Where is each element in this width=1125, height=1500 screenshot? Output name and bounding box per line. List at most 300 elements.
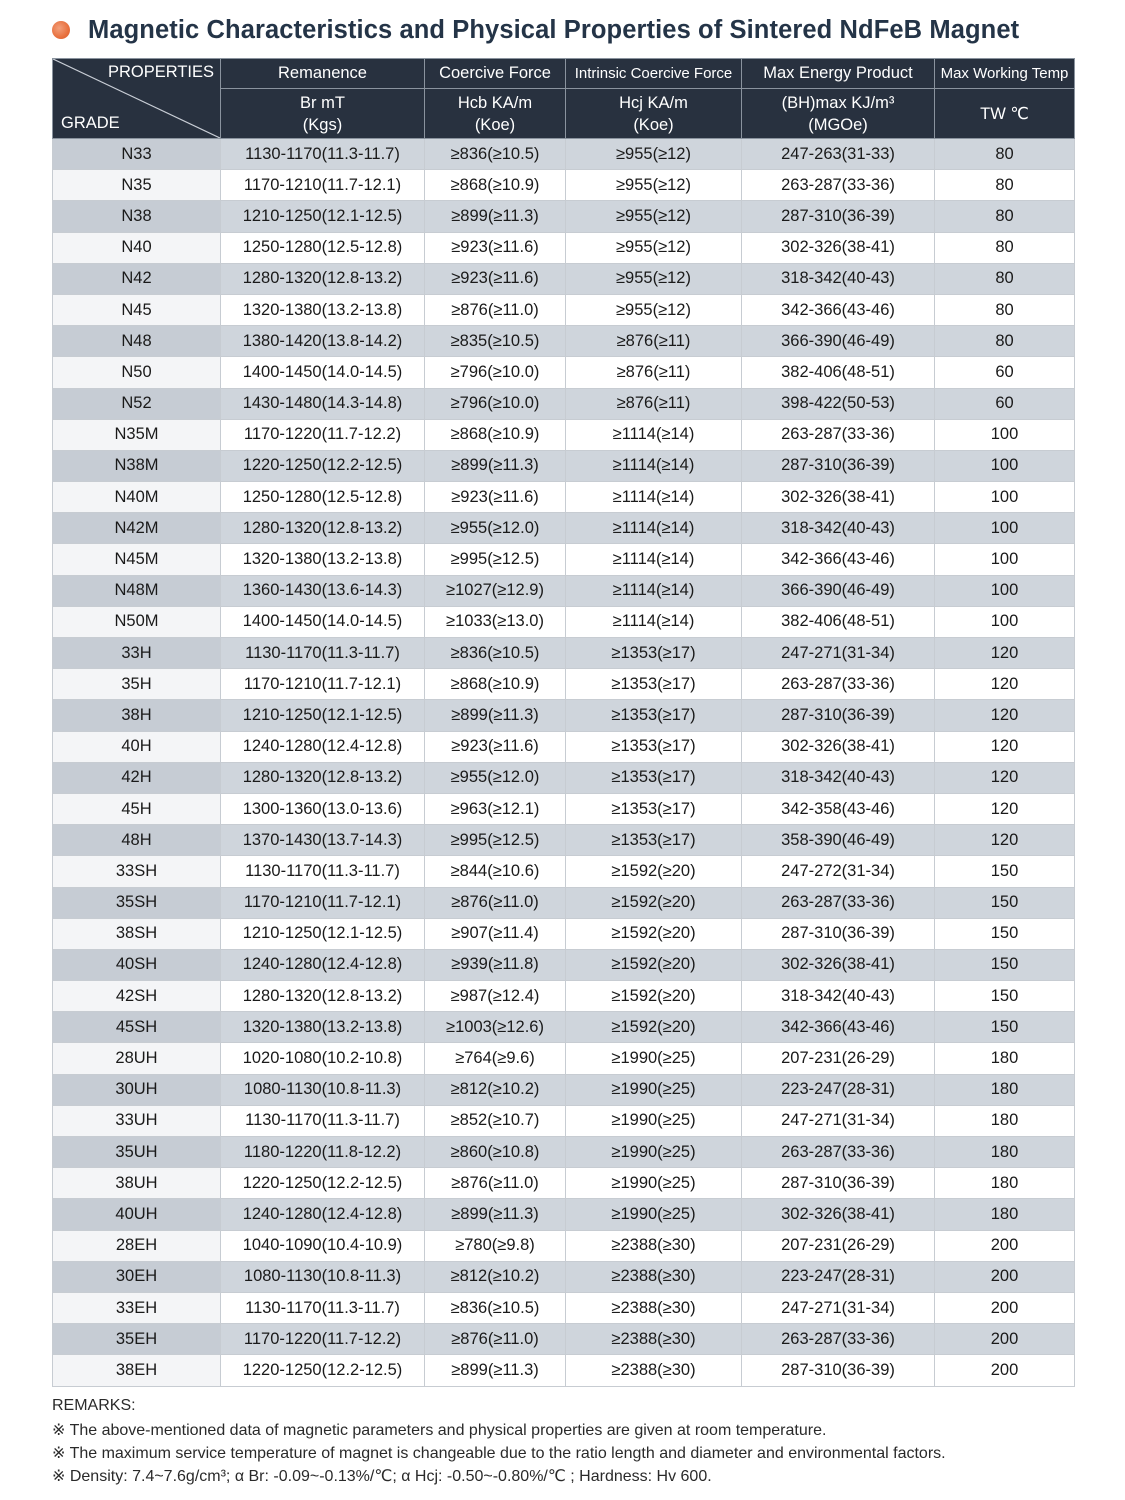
- table-row: [53, 450, 1075, 481]
- table-row: [53, 170, 1075, 201]
- coercive-force-cell: ≥764(≥9.6): [425, 1043, 566, 1074]
- max-energy-product-cell: 287-310(36-39): [742, 1168, 935, 1199]
- max-energy-product-cell: 247-271(31-34): [742, 1105, 935, 1136]
- intrinsic-coercive-force-cell: ≥2388(≥30): [566, 1230, 742, 1261]
- subheader-max-energy-product: [742, 89, 935, 139]
- table-row: [53, 1137, 1075, 1168]
- intrinsic-coercive-force-cell: ≥2388(≥30): [566, 1324, 742, 1355]
- coercive-force-cell: ≥812(≥10.2): [425, 1074, 566, 1105]
- remanence-cell: 1220-1250(12.2-12.5): [221, 450, 425, 481]
- intrinsic-coercive-force-cell: ≥876(≥11): [566, 326, 742, 357]
- coercive-force-cell: ≥1003(≥12.6): [425, 1012, 566, 1043]
- grade-cell: N40M: [53, 482, 221, 513]
- max-energy-product-cell: 302-326(38-41): [742, 731, 935, 762]
- subheader-remanence: [221, 89, 425, 139]
- intrinsic-coercive-force-cell: ≥955(≥12): [566, 232, 742, 263]
- grade-cell: 30EH: [53, 1261, 221, 1292]
- coercive-force-cell: ≥836(≥10.5): [425, 1292, 566, 1323]
- intrinsic-coercive-force-cell: ≥955(≥12): [566, 170, 742, 201]
- grade-cell: 35SH: [53, 887, 221, 918]
- subheader-unit-alt: (Koe): [633, 115, 674, 134]
- table-row: [53, 1043, 1075, 1074]
- table-row: [53, 1230, 1075, 1261]
- max-working-temp-cell: 120: [935, 793, 1075, 824]
- properties-table: [52, 58, 1075, 1387]
- max-energy-product-cell: 247-263(31-33): [742, 139, 935, 170]
- title-row: [52, 8, 1082, 52]
- max-energy-product-cell: 223-247(28-31): [742, 1261, 935, 1292]
- intrinsic-coercive-force-cell: ≥1353(≥17): [566, 700, 742, 731]
- remanence-cell: 1130-1170(11.3-11.7): [221, 1292, 425, 1323]
- subheader-unit-alt: (MGOe): [808, 115, 868, 134]
- max-energy-product-cell: 342-366(43-46): [742, 544, 935, 575]
- header-coercive-force: Coercive Force: [425, 59, 566, 89]
- subheader-unit: Hcj KA/m: [619, 93, 688, 112]
- remarks-heading: REMARKS:: [52, 1397, 136, 1414]
- remanence-cell: 1320-1380(13.2-13.8): [221, 1012, 425, 1043]
- table-row: [53, 856, 1075, 887]
- table-row: [53, 731, 1075, 762]
- table-body: [53, 139, 1075, 1387]
- subheader-intrinsic-coercive-force: [566, 89, 742, 139]
- grade-cell: 28EH: [53, 1230, 221, 1261]
- remanence-cell: 1280-1320(12.8-13.2): [221, 513, 425, 544]
- grade-cell: 33EH: [53, 1292, 221, 1323]
- coercive-force-cell: ≥923(≥11.6): [425, 482, 566, 513]
- coercive-force-cell: ≥899(≥11.3): [425, 201, 566, 232]
- intrinsic-coercive-force-cell: ≥1353(≥17): [566, 825, 742, 856]
- grade-cell: N45: [53, 294, 221, 325]
- grade-cell: N38M: [53, 450, 221, 481]
- intrinsic-coercive-force-cell: ≥1990(≥25): [566, 1199, 742, 1230]
- max-energy-product-cell: 247-271(31-34): [742, 1292, 935, 1323]
- grade-cell: 33UH: [53, 1105, 221, 1136]
- remanence-cell: 1430-1480(14.3-14.8): [221, 388, 425, 419]
- intrinsic-coercive-force-cell: ≥1114(≥14): [566, 450, 742, 481]
- remanence-cell: 1360-1430(13.6-14.3): [221, 575, 425, 606]
- max-working-temp-cell: 150: [935, 887, 1075, 918]
- intrinsic-coercive-force-cell: ≥1114(≥14): [566, 575, 742, 606]
- table-row: [53, 326, 1075, 357]
- table-row: [53, 669, 1075, 700]
- coercive-force-cell: ≥987(≥12.4): [425, 981, 566, 1012]
- remanence-cell: 1170-1210(11.7-12.1): [221, 669, 425, 700]
- table-header: [53, 59, 1075, 139]
- intrinsic-coercive-force-cell: ≥955(≥12): [566, 294, 742, 325]
- table-row: [53, 482, 1075, 513]
- remanence-cell: 1080-1130(10.8-11.3): [221, 1074, 425, 1105]
- remarks-section: [52, 1397, 1092, 1489]
- intrinsic-coercive-force-cell: ≥1114(≥14): [566, 544, 742, 575]
- max-working-temp-cell: 150: [935, 856, 1075, 887]
- intrinsic-coercive-force-cell: ≥1114(≥14): [566, 419, 742, 450]
- max-energy-product-cell: 342-358(43-46): [742, 793, 935, 824]
- subheader-max-working-temp: [935, 89, 1075, 139]
- max-working-temp-cell: 100: [935, 544, 1075, 575]
- table-row: [53, 139, 1075, 170]
- max-energy-product-cell: 382-406(48-51): [742, 357, 935, 388]
- grade-cell: N35M: [53, 419, 221, 450]
- max-working-temp-cell: 100: [935, 575, 1075, 606]
- intrinsic-coercive-force-cell: ≥1592(≥20): [566, 887, 742, 918]
- max-working-temp-cell: 120: [935, 638, 1075, 669]
- subheader-coercive-force: [425, 89, 566, 139]
- coercive-force-cell: ≥780(≥9.8): [425, 1230, 566, 1261]
- max-energy-product-cell: 302-326(38-41): [742, 1199, 935, 1230]
- coercive-force-cell: ≥868(≥10.9): [425, 419, 566, 450]
- intrinsic-coercive-force-cell: ≥2388(≥30): [566, 1261, 742, 1292]
- max-energy-product-cell: 207-231(26-29): [742, 1043, 935, 1074]
- max-energy-product-cell: 318-342(40-43): [742, 981, 935, 1012]
- coercive-force-cell: ≥899(≥11.3): [425, 700, 566, 731]
- table-row: [53, 1355, 1075, 1386]
- max-working-temp-cell: 200: [935, 1230, 1075, 1261]
- intrinsic-coercive-force-cell: ≥1592(≥20): [566, 856, 742, 887]
- remanence-cell: 1300-1360(13.0-13.6): [221, 793, 425, 824]
- subheader-unit: Hcb KA/m: [457, 93, 533, 112]
- grade-cell: N38: [53, 201, 221, 232]
- intrinsic-coercive-force-cell: ≥876(≥11): [566, 357, 742, 388]
- intrinsic-coercive-force-cell: ≥2388(≥30): [566, 1292, 742, 1323]
- intrinsic-coercive-force-cell: ≥2388(≥30): [566, 1355, 742, 1386]
- remanence-cell: 1280-1320(12.8-13.2): [221, 263, 425, 294]
- table-row: [53, 513, 1075, 544]
- bullet-circle-icon: [52, 21, 70, 39]
- coercive-force-cell: ≥939(≥11.8): [425, 949, 566, 980]
- intrinsic-coercive-force-cell: ≥955(≥12): [566, 263, 742, 294]
- grade-label: GRADE: [61, 114, 120, 132]
- table-row: [53, 825, 1075, 856]
- coercive-force-cell: ≥836(≥10.5): [425, 638, 566, 669]
- grade-cell: 35H: [53, 669, 221, 700]
- remanence-cell: 1240-1280(12.4-12.8): [221, 731, 425, 762]
- intrinsic-coercive-force-cell: ≥1990(≥25): [566, 1137, 742, 1168]
- grade-cell: N45M: [53, 544, 221, 575]
- grade-cell: 40SH: [53, 949, 221, 980]
- intrinsic-coercive-force-cell: ≥1114(≥14): [566, 482, 742, 513]
- max-working-temp-cell: 120: [935, 700, 1075, 731]
- subheader-unit-alt: (Kgs): [302, 115, 343, 134]
- grade-cell: 45H: [53, 793, 221, 824]
- max-working-temp-cell: 100: [935, 419, 1075, 450]
- max-energy-product-cell: 318-342(40-43): [742, 513, 935, 544]
- coercive-force-cell: ≥836(≥10.5): [425, 139, 566, 170]
- max-energy-product-cell: 318-342(40-43): [742, 263, 935, 294]
- subheader-unit-alt: (Koe): [474, 115, 516, 134]
- remanence-cell: 1280-1320(12.8-13.2): [221, 981, 425, 1012]
- intrinsic-coercive-force-cell: ≥1353(≥17): [566, 731, 742, 762]
- coercive-force-cell: ≥995(≥12.5): [425, 544, 566, 575]
- intrinsic-coercive-force-cell: ≥1353(≥17): [566, 793, 742, 824]
- max-energy-product-cell: 302-326(38-41): [742, 232, 935, 263]
- table-row: [53, 232, 1075, 263]
- max-energy-product-cell: 263-287(33-36): [742, 669, 935, 700]
- grade-cell: N50M: [53, 606, 221, 637]
- coercive-force-cell: ≥955(≥12.0): [425, 762, 566, 793]
- max-energy-product-cell: 287-310(36-39): [742, 918, 935, 949]
- max-working-temp-cell: 80: [935, 294, 1075, 325]
- max-energy-product-cell: 247-271(31-34): [742, 638, 935, 669]
- remanence-cell: 1220-1250(12.2-12.5): [221, 1168, 425, 1199]
- grade-cell: 45SH: [53, 1012, 221, 1043]
- table-row: [53, 700, 1075, 731]
- intrinsic-coercive-force-cell: ≥1114(≥14): [566, 606, 742, 637]
- grade-cell: 38UH: [53, 1168, 221, 1199]
- remanence-cell: 1130-1170(11.3-11.7): [221, 638, 425, 669]
- table-row: [53, 1168, 1075, 1199]
- remanence-cell: 1250-1280(12.5-12.8): [221, 482, 425, 513]
- subheader-unit: Br mT: [300, 93, 345, 112]
- table-row: [53, 1199, 1075, 1230]
- remanence-cell: 1280-1320(12.8-13.2): [221, 762, 425, 793]
- intrinsic-coercive-force-cell: ≥1592(≥20): [566, 918, 742, 949]
- max-working-temp-cell: 180: [935, 1074, 1075, 1105]
- grade-cell: 38EH: [53, 1355, 221, 1386]
- table-row: [53, 575, 1075, 606]
- coercive-force-cell: ≥923(≥11.6): [425, 731, 566, 762]
- grade-cell: 40H: [53, 731, 221, 762]
- table-row: [53, 544, 1075, 575]
- remanence-cell: 1320-1380(13.2-13.8): [221, 294, 425, 325]
- max-working-temp-cell: 200: [935, 1261, 1075, 1292]
- table-row: [53, 201, 1075, 232]
- coercive-force-cell: ≥899(≥11.3): [425, 450, 566, 481]
- table-row: [53, 793, 1075, 824]
- max-working-temp-cell: 100: [935, 606, 1075, 637]
- max-working-temp-cell: 120: [935, 825, 1075, 856]
- remanence-cell: 1210-1250(12.1-12.5): [221, 700, 425, 731]
- max-energy-product-cell: 287-310(36-39): [742, 700, 935, 731]
- max-working-temp-cell: 80: [935, 139, 1075, 170]
- table-row: [53, 1324, 1075, 1355]
- grade-cell: N35: [53, 170, 221, 201]
- intrinsic-coercive-force-cell: ≥1353(≥17): [566, 669, 742, 700]
- grade-cell: N40: [53, 232, 221, 263]
- max-working-temp-cell: 100: [935, 482, 1075, 513]
- remanence-cell: 1210-1250(12.1-12.5): [221, 918, 425, 949]
- max-working-temp-cell: 150: [935, 1012, 1075, 1043]
- max-working-temp-cell: 120: [935, 669, 1075, 700]
- max-energy-product-cell: 287-310(36-39): [742, 201, 935, 232]
- max-working-temp-cell: 200: [935, 1292, 1075, 1323]
- table-row: [53, 638, 1075, 669]
- remanence-cell: 1130-1170(11.3-11.7): [221, 1105, 425, 1136]
- properties-label: PROPERTIES: [107, 63, 214, 81]
- table-row: [53, 263, 1075, 294]
- coercive-force-cell: ≥899(≥11.3): [425, 1355, 566, 1386]
- max-working-temp-cell: 150: [935, 918, 1075, 949]
- max-working-temp-cell: 200: [935, 1355, 1075, 1386]
- grade-cell: 33SH: [53, 856, 221, 887]
- table-row: [53, 606, 1075, 637]
- grade-cell: 40UH: [53, 1199, 221, 1230]
- max-working-temp-cell: 120: [935, 762, 1075, 793]
- remanence-cell: 1250-1280(12.5-12.8): [221, 232, 425, 263]
- max-energy-product-cell: 263-287(33-36): [742, 419, 935, 450]
- corner-header-cell: [53, 59, 221, 139]
- remanence-cell: 1130-1170(11.3-11.7): [221, 139, 425, 170]
- intrinsic-coercive-force-cell: ≥1990(≥25): [566, 1105, 742, 1136]
- table-row: [53, 949, 1075, 980]
- coercive-force-cell: ≥1033(≥13.0): [425, 606, 566, 637]
- grade-cell: 48H: [53, 825, 221, 856]
- grade-cell: N42M: [53, 513, 221, 544]
- table-row: [53, 419, 1075, 450]
- coercive-force-cell: ≥995(≥12.5): [425, 825, 566, 856]
- max-energy-product-cell: 247-272(31-34): [742, 856, 935, 887]
- remanence-cell: 1240-1280(12.4-12.8): [221, 949, 425, 980]
- max-working-temp-cell: 180: [935, 1199, 1075, 1230]
- max-working-temp-cell: 180: [935, 1168, 1075, 1199]
- remanence-cell: 1080-1130(10.8-11.3): [221, 1261, 425, 1292]
- coercive-force-cell: ≥796(≥10.0): [425, 388, 566, 419]
- table-row: [53, 1105, 1075, 1136]
- max-energy-product-cell: 207-231(26-29): [742, 1230, 935, 1261]
- intrinsic-coercive-force-cell: ≥955(≥12): [566, 201, 742, 232]
- remanence-cell: 1170-1210(11.7-12.1): [221, 170, 425, 201]
- table-row: [53, 981, 1075, 1012]
- remanence-cell: 1370-1430(13.7-14.3): [221, 825, 425, 856]
- remark-line: ※ Density: 7.4~7.6g/cm³; α Br: -0.09~-0.13%/℃; α Hcj: -0.50~-0.80%/℃ ; Hardness: Hv 600.: [52, 1468, 712, 1485]
- max-energy-product-cell: 302-326(38-41): [742, 482, 935, 513]
- max-energy-product-cell: 263-287(33-36): [742, 887, 935, 918]
- coercive-force-cell: ≥860(≥10.8): [425, 1137, 566, 1168]
- coercive-force-cell: ≥899(≥11.3): [425, 1199, 566, 1230]
- max-working-temp-cell: 100: [935, 513, 1075, 544]
- max-working-temp-cell: 60: [935, 388, 1075, 419]
- remanence-cell: 1400-1450(14.0-14.5): [221, 357, 425, 388]
- max-energy-product-cell: 302-326(38-41): [742, 949, 935, 980]
- max-energy-product-cell: 287-310(36-39): [742, 1355, 935, 1386]
- table-row: [53, 294, 1075, 325]
- max-working-temp-cell: 80: [935, 170, 1075, 201]
- remanence-cell: 1170-1210(11.7-12.1): [221, 887, 425, 918]
- max-energy-product-cell: 287-310(36-39): [742, 450, 935, 481]
- max-energy-product-cell: 342-366(43-46): [742, 294, 935, 325]
- intrinsic-coercive-force-cell: ≥1592(≥20): [566, 981, 742, 1012]
- intrinsic-coercive-force-cell: ≥1990(≥25): [566, 1168, 742, 1199]
- remanence-cell: 1400-1450(14.0-14.5): [221, 606, 425, 637]
- max-working-temp-cell: 80: [935, 201, 1075, 232]
- coercive-force-cell: ≥876(≥11.0): [425, 1168, 566, 1199]
- remanence-cell: 1170-1220(11.7-12.2): [221, 419, 425, 450]
- grade-cell: 35EH: [53, 1324, 221, 1355]
- coercive-force-cell: ≥907(≥11.4): [425, 918, 566, 949]
- table-row: [53, 1261, 1075, 1292]
- table-row: [53, 918, 1075, 949]
- table-row: [53, 388, 1075, 419]
- max-working-temp-cell: 180: [935, 1137, 1075, 1168]
- coercive-force-cell: ≥876(≥11.0): [425, 294, 566, 325]
- grade-cell: 42H: [53, 762, 221, 793]
- max-energy-product-cell: 342-366(43-46): [742, 1012, 935, 1043]
- intrinsic-coercive-force-cell: ≥1592(≥20): [566, 1012, 742, 1043]
- coercive-force-cell: ≥955(≥12.0): [425, 513, 566, 544]
- intrinsic-coercive-force-cell: ≥876(≥11): [566, 388, 742, 419]
- remanence-cell: 1040-1090(10.4-10.9): [221, 1230, 425, 1261]
- remanence-cell: 1180-1220(11.8-12.2): [221, 1137, 425, 1168]
- coercive-force-cell: ≥923(≥11.6): [425, 232, 566, 263]
- grade-cell: N50: [53, 357, 221, 388]
- table-row: [53, 762, 1075, 793]
- coercive-force-cell: ≥852(≥10.7): [425, 1105, 566, 1136]
- max-working-temp-cell: 180: [935, 1105, 1075, 1136]
- grade-cell: 33H: [53, 638, 221, 669]
- max-energy-product-cell: 366-390(46-49): [742, 326, 935, 357]
- grade-cell: N48: [53, 326, 221, 357]
- grade-cell: N52: [53, 388, 221, 419]
- remanence-cell: 1210-1250(12.1-12.5): [221, 201, 425, 232]
- coercive-force-cell: ≥868(≥10.9): [425, 669, 566, 700]
- coercive-force-cell: ≥923(≥11.6): [425, 263, 566, 294]
- max-working-temp-cell: 180: [935, 1043, 1075, 1074]
- coercive-force-cell: ≥835(≥10.5): [425, 326, 566, 357]
- grade-cell: 30UH: [53, 1074, 221, 1105]
- max-working-temp-cell: 80: [935, 326, 1075, 357]
- coercive-force-cell: ≥876(≥11.0): [425, 1324, 566, 1355]
- intrinsic-coercive-force-cell: ≥1353(≥17): [566, 762, 742, 793]
- max-working-temp-cell: 120: [935, 731, 1075, 762]
- table-row: [53, 1012, 1075, 1043]
- max-energy-product-cell: 318-342(40-43): [742, 762, 935, 793]
- remanence-cell: 1220-1250(12.2-12.5): [221, 1355, 425, 1386]
- header-intrinsic-coercive-force: Intrinsic Coercive Force: [566, 59, 742, 89]
- remanence-cell: 1130-1170(11.3-11.7): [221, 856, 425, 887]
- header-max-working-temp: Max Working Temp: [935, 59, 1075, 89]
- max-energy-product-cell: 263-287(33-36): [742, 170, 935, 201]
- max-working-temp-cell: 200: [935, 1324, 1075, 1355]
- intrinsic-coercive-force-cell: ≥1592(≥20): [566, 949, 742, 980]
- table-row: [53, 1074, 1075, 1105]
- table-row: [53, 887, 1075, 918]
- max-energy-product-cell: 382-406(48-51): [742, 606, 935, 637]
- grade-cell: N42: [53, 263, 221, 294]
- max-energy-product-cell: 223-247(28-31): [742, 1074, 935, 1105]
- max-working-temp-cell: 80: [935, 263, 1075, 294]
- page-title: Magnetic Characteristics and Physical Properties of Sintered NdFeB Magnet: [88, 15, 1020, 44]
- coercive-force-cell: ≥844(≥10.6): [425, 856, 566, 887]
- intrinsic-coercive-force-cell: ≥955(≥12): [566, 139, 742, 170]
- max-working-temp-cell: 60: [935, 357, 1075, 388]
- remanence-cell: 1240-1280(12.4-12.8): [221, 1199, 425, 1230]
- header-max-energy-product: Max Energy Product: [742, 59, 935, 89]
- max-energy-product-cell: 398-422(50-53): [742, 388, 935, 419]
- intrinsic-coercive-force-cell: ≥1990(≥25): [566, 1043, 742, 1074]
- max-working-temp-cell: 150: [935, 981, 1075, 1012]
- remanence-cell: 1380-1420(13.8-14.2): [221, 326, 425, 357]
- max-energy-product-cell: 358-390(46-49): [742, 825, 935, 856]
- header-remanence: Remanence: [221, 59, 425, 89]
- grade-cell: N48M: [53, 575, 221, 606]
- grade-cell: 38SH: [53, 918, 221, 949]
- coercive-force-cell: ≥796(≥10.0): [425, 357, 566, 388]
- coercive-force-cell: ≥1027(≥12.9): [425, 575, 566, 606]
- remanence-cell: 1020-1080(10.2-10.8): [221, 1043, 425, 1074]
- intrinsic-coercive-force-cell: ≥1990(≥25): [566, 1074, 742, 1105]
- grade-cell: 38H: [53, 700, 221, 731]
- max-energy-product-cell: 263-287(33-36): [742, 1137, 935, 1168]
- max-working-temp-cell: 100: [935, 450, 1075, 481]
- grade-cell: 28UH: [53, 1043, 221, 1074]
- intrinsic-coercive-force-cell: ≥1353(≥17): [566, 638, 742, 669]
- remanence-cell: 1320-1380(13.2-13.8): [221, 544, 425, 575]
- intrinsic-coercive-force-cell: ≥1114(≥14): [566, 513, 742, 544]
- subheader-unit: TW ℃: [980, 104, 1029, 123]
- max-energy-product-cell: 263-287(33-36): [742, 1324, 935, 1355]
- table-row: [53, 357, 1075, 388]
- coercive-force-cell: ≥963(≥12.1): [425, 793, 566, 824]
- remark-line: ※ The maximum service temperature of magnet is changeable due to the ratio length and diameter and environmental factors.: [52, 1445, 946, 1462]
